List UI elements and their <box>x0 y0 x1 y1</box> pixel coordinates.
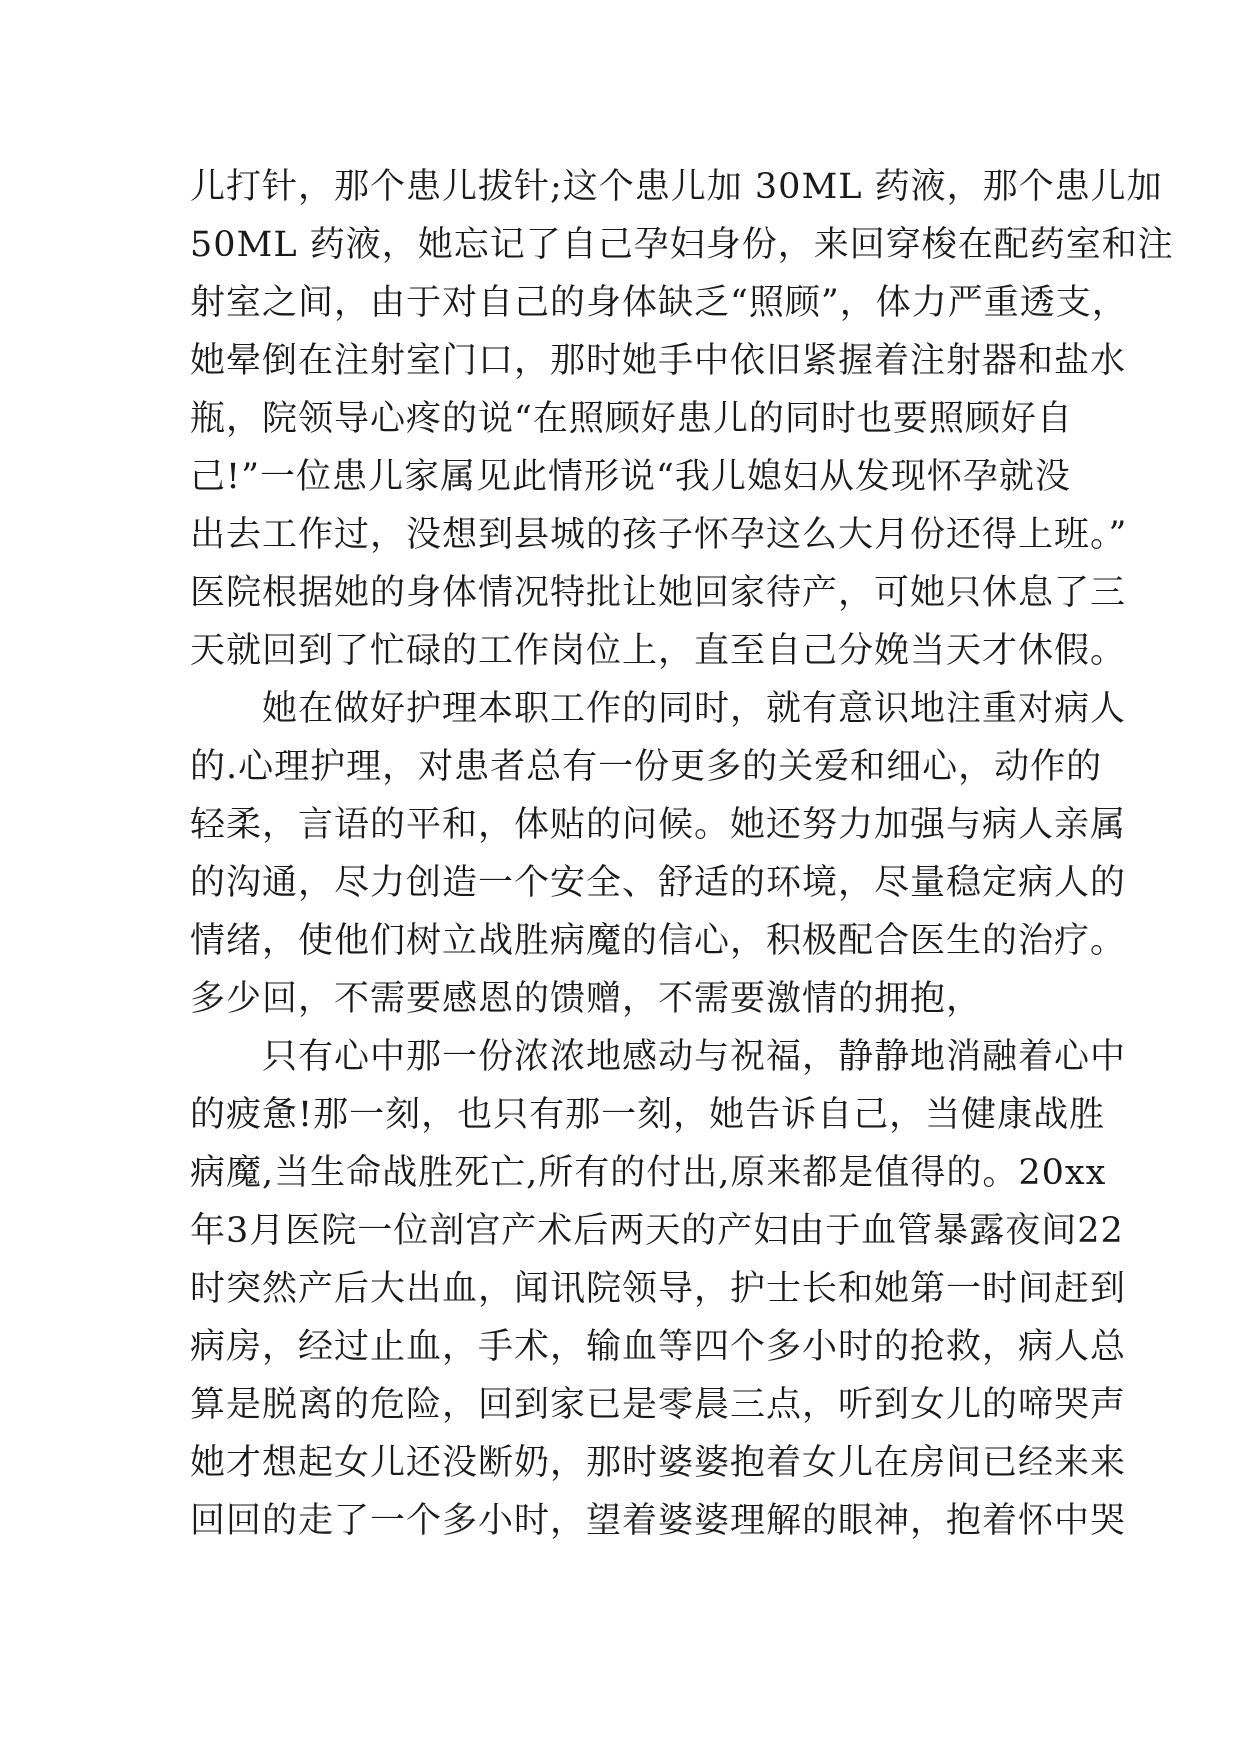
text-line: 病房，经过止血，手术，输血等四个多小时的抢救，病人总 <box>190 1327 1127 1367</box>
body-text <box>190 158 1174 1550</box>
text-line: 出去工作过，没想到县城的孩子怀孕这么大月份还得上班。” <box>190 515 1128 555</box>
text-line: 天就回到了忙碌的工作岗位上，直至自己分娩当天才休假。 <box>190 631 1127 671</box>
text-line: 情绪，使他们树立战胜病魔的信心，积极配合医生的治疗。 <box>190 921 1127 961</box>
text-line: 50ML 药液，她忘记了自己孕妇身份，来回穿梭在配药室和注 <box>190 225 1174 265</box>
paragraph-start-line: 她在做好护理本职工作的同时，就有意识地注重对病人 <box>190 689 1127 729</box>
text-line: 的.心理护理，对患者总有一份更多的关爱和细心，动作的 <box>190 747 1103 787</box>
text-line: 回回的走了一个多小时，望着婆婆理解的眼神，抱着怀中哭 <box>190 1501 1127 1541</box>
text-line: 算是脱离的危险，回到家已是零晨三点，听到女儿的啼哭声 <box>190 1385 1127 1425</box>
text-line: 病魔,当生命战胜死亡,所有的付出,原来都是值得的。20xx <box>190 1153 1107 1193</box>
text-line: 射室之间，由于对自己的身体缺乏“照顾”，体力严重透支， <box>190 283 1128 323</box>
text-line: 多少回，不需要感恩的馈赠，不需要激情的拥抱， <box>190 979 983 1019</box>
text-line: 的沟通，尽力创造一个安全、舒适的环境，尽量稳定病人的 <box>190 863 1127 903</box>
text-line: 她才想起女儿还没断奶，那时婆婆抱着女儿在房间已经来来 <box>190 1443 1127 1483</box>
text-line: 时突然产后大出血，闻讯院领导，护士长和她第一时间赶到 <box>190 1269 1127 1309</box>
text-line: 己!”一位患儿家属见此情形说“我儿媳妇从发现怀孕就没 <box>190 457 1071 497</box>
text-line: 瓶，院领导心疼的说“在照顾好患儿的同时也要照顾好自 <box>190 399 1073 439</box>
text-line: 的疲惫!那一刻，也只有那一刻，她告诉自己，当健康战胜 <box>190 1095 1106 1135</box>
text-line: 儿打针，那个患儿拔针;这个患儿加 30ML 药液，那个患儿加 <box>190 167 1163 207</box>
text-line: 年3月医院一位剖宫产术后两天的产妇由于血管暴露夜间22 <box>190 1211 1124 1251</box>
text-line: 医院根据她的身体情况特批让她回家待产，可她只休息了三 <box>190 573 1127 613</box>
paragraph-start-line: 只有心中那一份浓浓地感动与祝福，静静地消融着心中 <box>190 1037 1127 1077</box>
text-line: 她晕倒在注射室门口，那时她手中依旧紧握着注射器和盐水 <box>190 341 1127 381</box>
text-line: 轻柔，言语的平和，体贴的问候。她还努力加强与病人亲属 <box>190 805 1127 845</box>
